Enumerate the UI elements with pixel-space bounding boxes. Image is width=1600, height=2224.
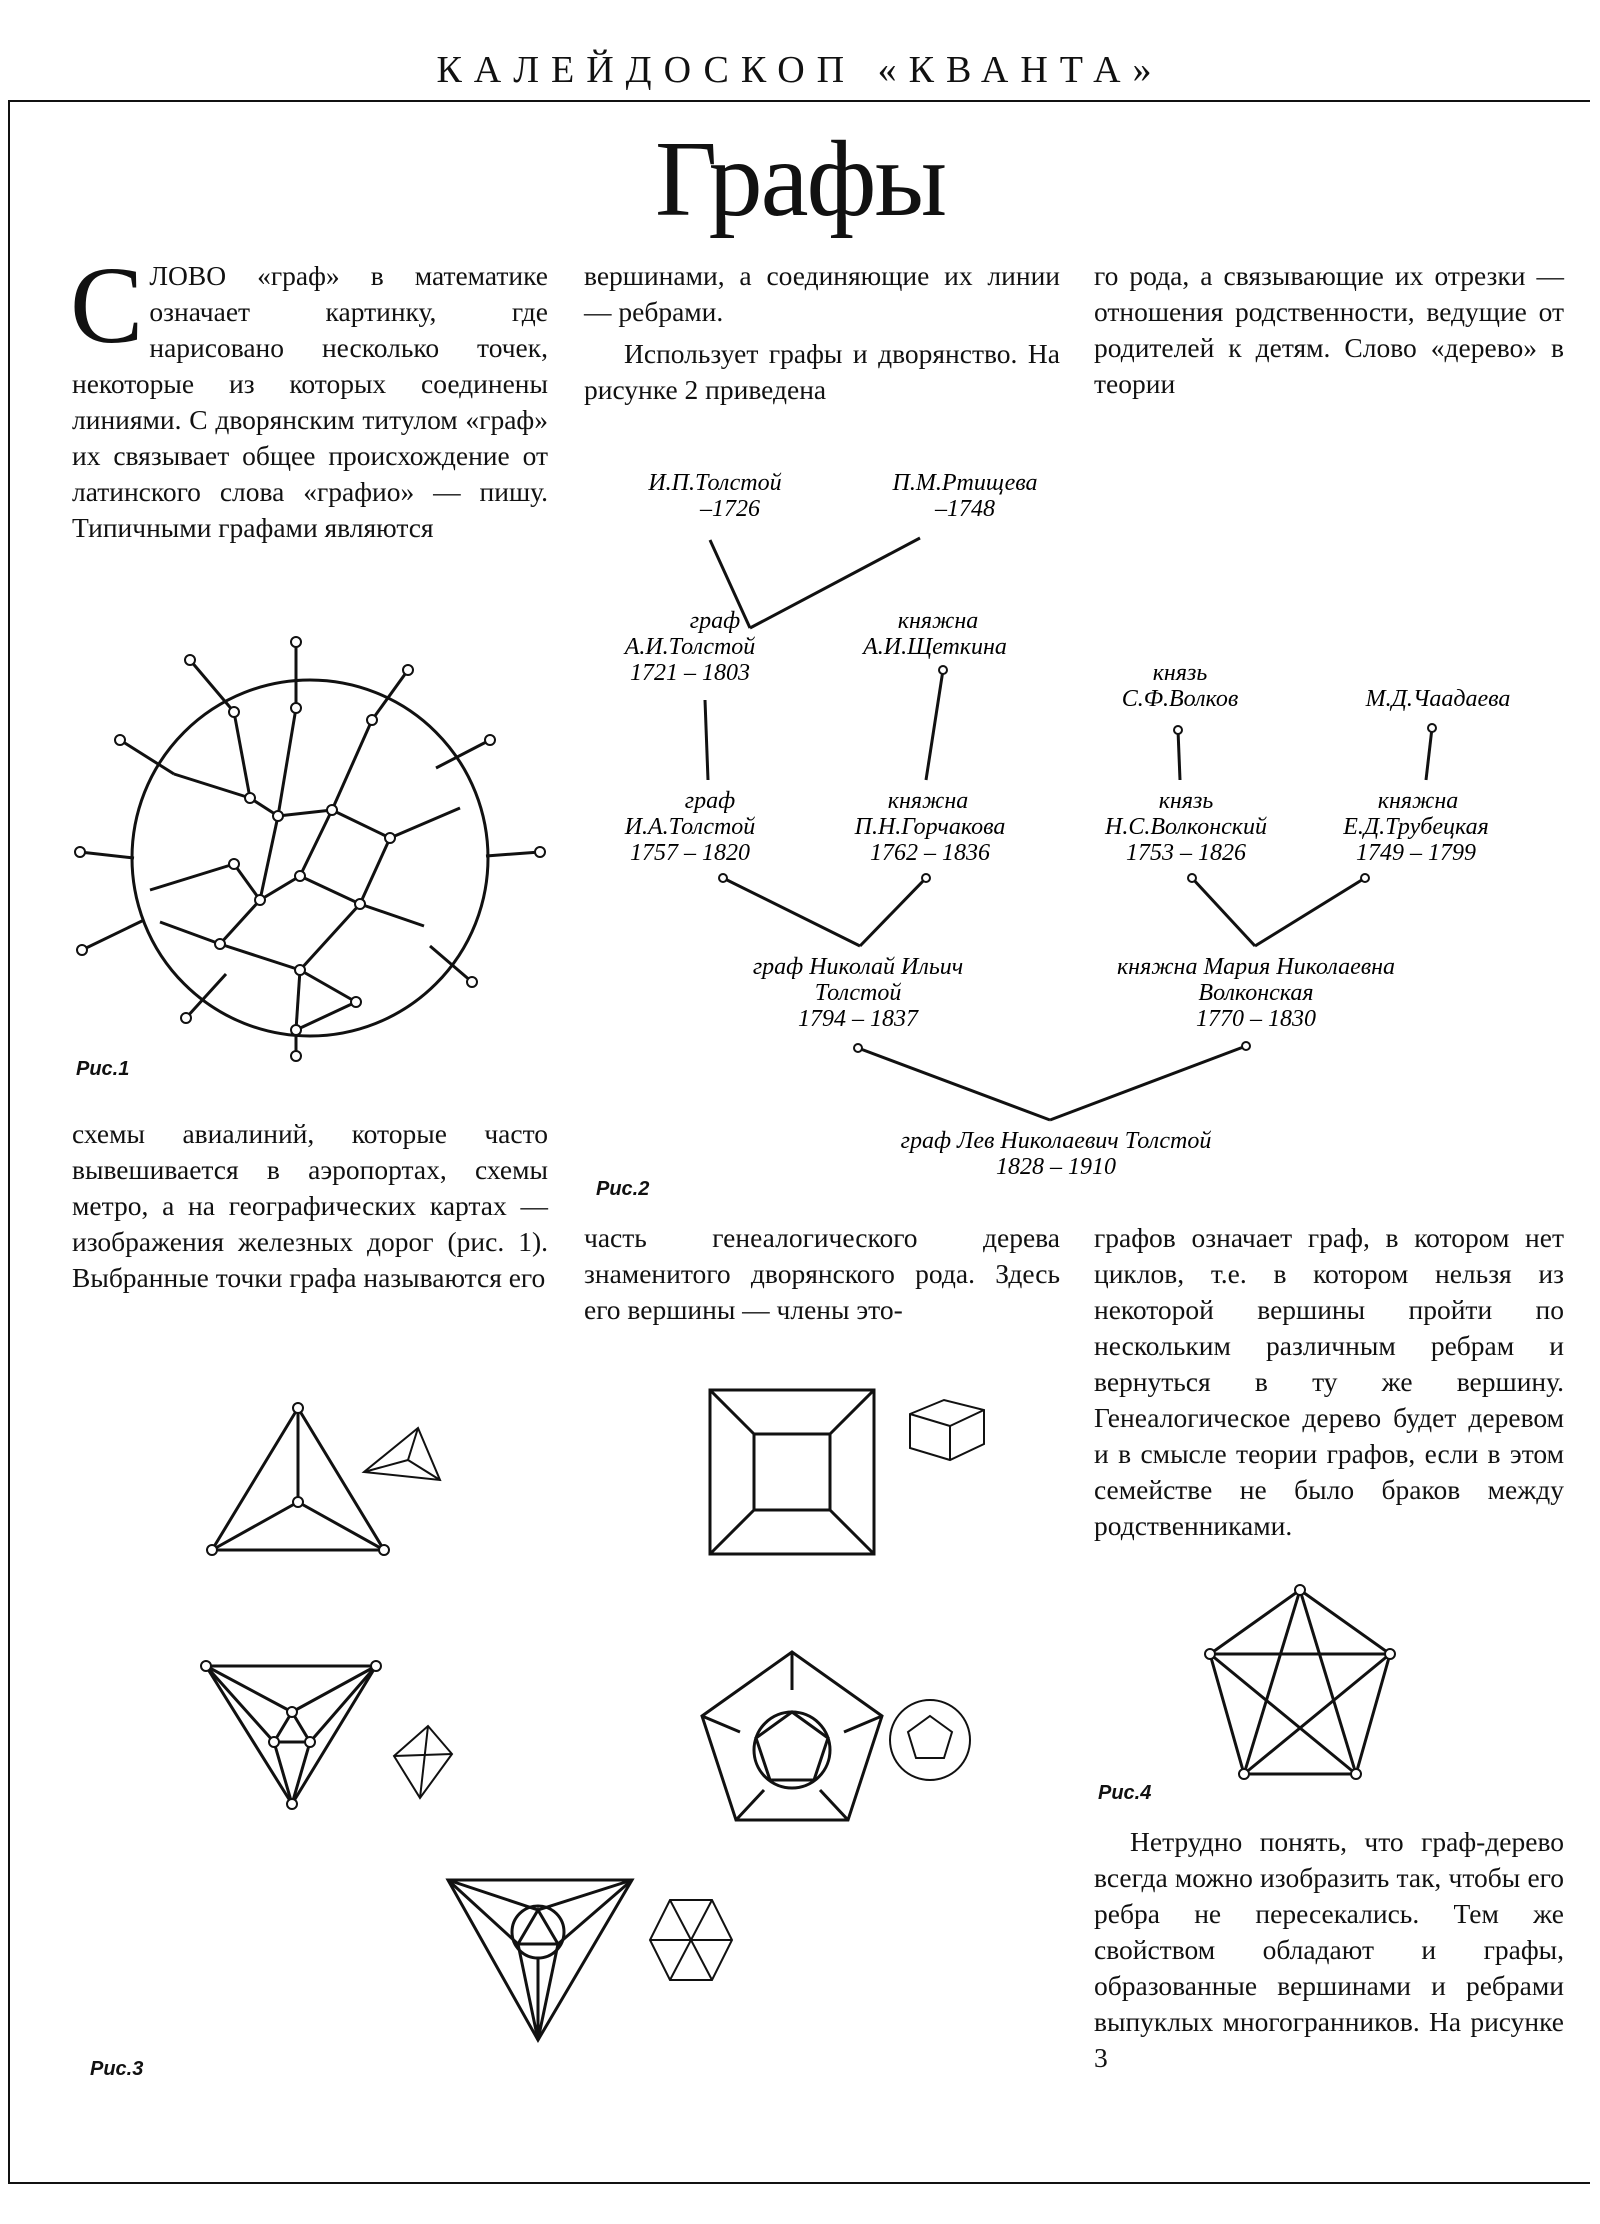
octahedron-solid bbox=[394, 1726, 452, 1798]
cube-solid bbox=[910, 1400, 984, 1460]
node-ns-name: Н.С.Волконский bbox=[1105, 814, 1267, 840]
node-pn-title: княжна bbox=[887, 788, 969, 814]
dodecahedron-solid bbox=[890, 1700, 970, 1780]
drop-cap: С bbox=[70, 244, 144, 366]
node-ia-title: граф bbox=[684, 788, 736, 814]
node-pm-date: –1748 bbox=[935, 496, 995, 522]
node-ais-name: А.И.Щеткина bbox=[863, 634, 1007, 660]
node-ais-title: княжна bbox=[897, 608, 979, 634]
node-ia-name: И.А.Толстой bbox=[624, 814, 756, 840]
tree-labels bbox=[623, 470, 1511, 1180]
node-pm-name: П.М.Ртищева bbox=[892, 470, 1038, 496]
node-mn-date: 1770 – 1830 bbox=[1196, 1006, 1316, 1032]
col2-top-text-b: Использует графы и дворянство. На рисунке 2 приведена bbox=[584, 338, 1060, 405]
col3-mid-paragraph: графов означает граф, в котором нет циклов, т.е. в котором нельзя из некоторой вершины пройти по нескольким различным ребрам и вернуться в ту же вершину. Генеалогическое дерево будет деревом и в смысле теории графов, если в этом семействе не было браков между родственниками. bbox=[1094, 1222, 1564, 1541]
node-ni-line2: Толстой bbox=[814, 980, 902, 1006]
figure-4-caption: Рис.4 bbox=[1098, 1782, 1152, 1804]
col1-top-paragraph bbox=[70, 244, 548, 546]
col2-mid-paragraph: часть генеалогического дерева знаменитого дворянского рода. Здесь его вершины — члены это- bbox=[584, 1222, 1060, 1325]
tetrahedron-graph bbox=[207, 1403, 389, 1555]
col3-top-paragraph: го рода, а связывающие их отрезки — отношения родственности, ведущие от родителей к детям. Слово «дерево» в теории bbox=[1094, 260, 1564, 399]
node-ai-title: граф bbox=[689, 608, 741, 634]
tetrahedron-solid bbox=[364, 1428, 440, 1480]
icosahedron-graph bbox=[448, 1880, 632, 2040]
node-ni-line1: граф Николай Ильич bbox=[752, 954, 964, 980]
node-ln-date: 1828 – 1910 bbox=[996, 1154, 1116, 1180]
node-ia-date: 1757 – 1820 bbox=[630, 840, 750, 866]
col3-bottom-paragraph: Нетрудно понять, что граф-дерево всегда можно изобразить так, чтобы его ребра не пересекались. Тем же свойством обладают и графы, образованные вершинами и ребрами выпуклых многогранников. На рисунке 3 bbox=[1094, 1826, 1564, 2073]
node-sv-title: князь bbox=[1152, 660, 1208, 686]
node-ed-date: 1749 – 1799 bbox=[1356, 840, 1476, 866]
col2-top-paragraph bbox=[584, 258, 1060, 408]
node-ns-title: князь bbox=[1158, 788, 1214, 814]
fig1-vertices bbox=[75, 637, 545, 1061]
icosahedron-solid bbox=[650, 1900, 732, 1980]
node-ai-date: 1721 – 1803 bbox=[630, 660, 750, 686]
node-sv-name: С.Ф.Волков bbox=[1121, 686, 1239, 712]
figure-3-caption: Рис.3 bbox=[90, 2058, 144, 2080]
node-mn-line1: княжна Мария Николаевна bbox=[1116, 954, 1396, 980]
figure-2-caption: Рис.2 bbox=[596, 1178, 650, 1200]
fig1-edges bbox=[80, 642, 540, 1056]
octahedron-graph bbox=[201, 1661, 381, 1809]
figure-1-graph bbox=[60, 620, 560, 1080]
figure-4-complete-graph bbox=[1200, 1584, 1400, 1784]
figure-2-family-tree bbox=[580, 460, 1580, 1190]
col1-mid-paragraph: схемы авиалиний, которые часто вывешивается в аэропортах, схемы метро, а на географических картах — изображения железных дорог (рис. 1). Выбранные точки графа называются его bbox=[72, 1118, 548, 1293]
tree-edges bbox=[705, 538, 1432, 1120]
node-ni-date: 1794 – 1837 bbox=[798, 1006, 918, 1032]
col1-top-text: ЛОВО «граф» в математике означает картинку, где нарисовано несколько точек, некоторые из которых соединены линиями. С дворянским титулом «граф» их связывает общее происхождение от латинского слова «графио» — пишу. Типичными графами являются bbox=[72, 260, 548, 543]
dodecahedron-graph bbox=[702, 1652, 882, 1820]
running-header: КАЛЕЙДОСКОП «КВАНТА» bbox=[436, 49, 1164, 91]
figure-1-caption: Рис.1 bbox=[76, 1058, 130, 1080]
node-pn-date: 1762 – 1836 bbox=[870, 840, 990, 866]
node-ip-date: –1726 bbox=[700, 496, 760, 522]
cube-graph bbox=[710, 1390, 874, 1554]
node-pn-name: П.Н.Горчакова bbox=[854, 814, 1006, 840]
col2-top-text: вершинами, а соединяющие их линии — ребрами. bbox=[584, 260, 1060, 327]
node-ed-title: княжна bbox=[1377, 788, 1459, 814]
node-ln-line1: граф Лев Николаевич Толстой bbox=[900, 1128, 1212, 1154]
node-ed-name: Е.Д.Трубецкая bbox=[1343, 814, 1489, 840]
figure-3-polyhedra bbox=[180, 1380, 1110, 2100]
node-ai-name: А.И.Толстой bbox=[624, 634, 756, 660]
node-ns-date: 1753 – 1826 bbox=[1126, 840, 1246, 866]
node-mn-line2: Волконская bbox=[1198, 980, 1314, 1006]
page-title: Графы bbox=[654, 120, 946, 239]
node-ip-name: И.П.Толстой bbox=[648, 470, 782, 496]
node-md-name: М.Д.Чаадаева bbox=[1365, 686, 1511, 712]
